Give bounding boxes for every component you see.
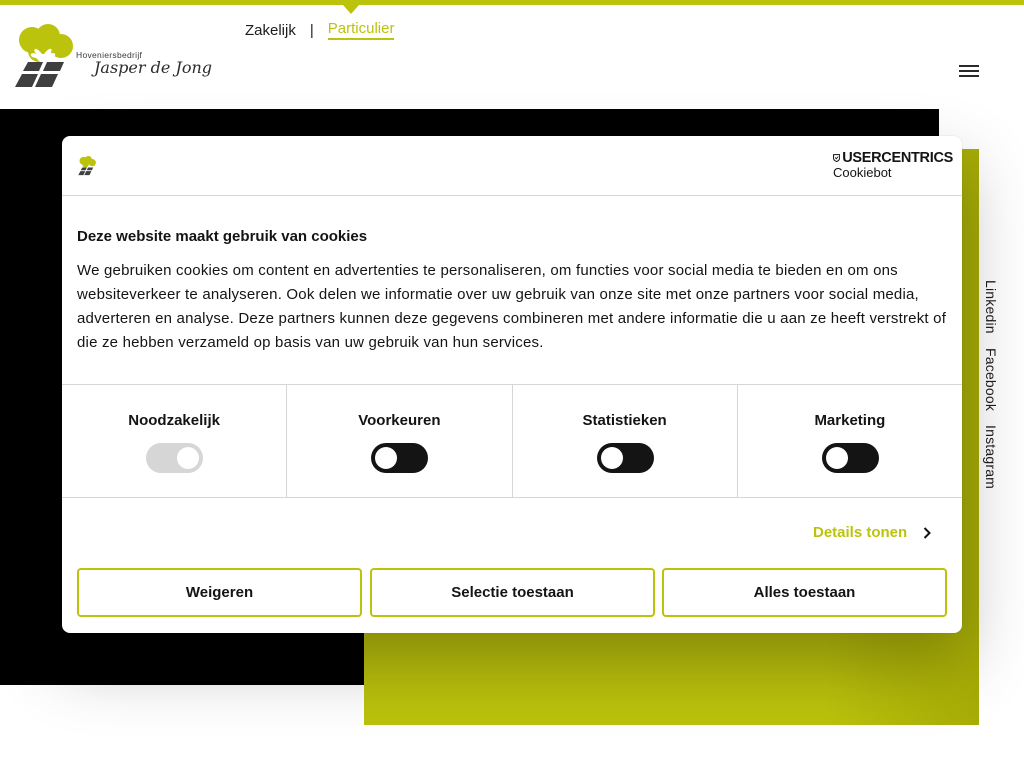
details-toggle-link[interactable]	[813, 524, 931, 541]
category-label: Noodzakelijk	[128, 412, 220, 429]
cookiebot-label: Cookiebot	[833, 165, 892, 180]
logo-name: Jasper de Jong	[94, 58, 212, 77]
allow-all-button[interactable]: Alles toestaan	[662, 568, 947, 617]
category-marketing	[738, 385, 962, 497]
logo-tagline: Hoveniersbedrijf	[76, 50, 143, 60]
social-linkedin-link[interactable]: Linkedin	[983, 280, 999, 334]
dialog-header	[62, 136, 962, 196]
noodzakelijk-toggle[interactable]	[146, 443, 203, 473]
site-logo[interactable]	[14, 24, 214, 90]
social-instagram-link[interactable]: Instagram	[983, 424, 999, 489]
usercentrics-brand: USERCENTRICS	[842, 150, 953, 166]
dialog-body	[77, 228, 947, 355]
top-accent-bar	[0, 0, 1024, 5]
cookie-categories	[62, 384, 962, 498]
category-voorkeuren	[287, 385, 512, 497]
nav-separator: |	[309, 21, 314, 39]
category-label: Statistieken	[582, 412, 667, 429]
nav-particulier-link[interactable]: Particulier	[328, 20, 395, 40]
allow-selection-button[interactable]: Selectie toestaan	[370, 568, 655, 617]
dialog-logo-icon	[78, 156, 98, 176]
chevron-right-icon	[923, 527, 931, 539]
marketing-toggle[interactable]	[822, 443, 879, 473]
category-noodzakelijk	[62, 385, 287, 497]
cookiebot-branding[interactable]	[833, 150, 953, 180]
voorkeuren-toggle[interactable]	[371, 443, 428, 473]
details-label: Details tonen	[813, 524, 908, 541]
category-label: Marketing	[814, 412, 886, 429]
segment-nav	[245, 20, 394, 40]
dialog-description: We gebruiken cookies om content en advertenties te personaliseren, om functies voor social media te bieden en om ons websiteverkeer te analyseren. Ook delen we informatie over uw gebruik van onze site met onze partners voor social media, adverteren en analyse. Deze partners kunnen deze gegevens combineren met andere informatie die u aan ze heeft verstrekt of die ze hebben verzameld op basis van uw gebruik van hun services.	[77, 262, 947, 351]
usercentrics-shield-icon	[833, 151, 840, 165]
dialog-title: Deze website maakt gebruik van cookies	[77, 228, 368, 245]
cookie-consent-dialog	[62, 136, 962, 633]
nav-zakelijk-link[interactable]: Zakelijk	[245, 21, 296, 39]
hamburger-icon[interactable]	[959, 65, 979, 77]
category-label: Voorkeuren	[358, 412, 441, 429]
category-statistieken	[513, 385, 738, 497]
social-links	[983, 280, 1003, 503]
social-facebook-link[interactable]: Facebook	[983, 347, 999, 411]
statistieken-toggle[interactable]	[597, 443, 654, 473]
deny-button[interactable]: Weigeren	[77, 568, 362, 617]
active-segment-indicator	[343, 5, 359, 14]
logo-tree-icon	[14, 24, 80, 90]
